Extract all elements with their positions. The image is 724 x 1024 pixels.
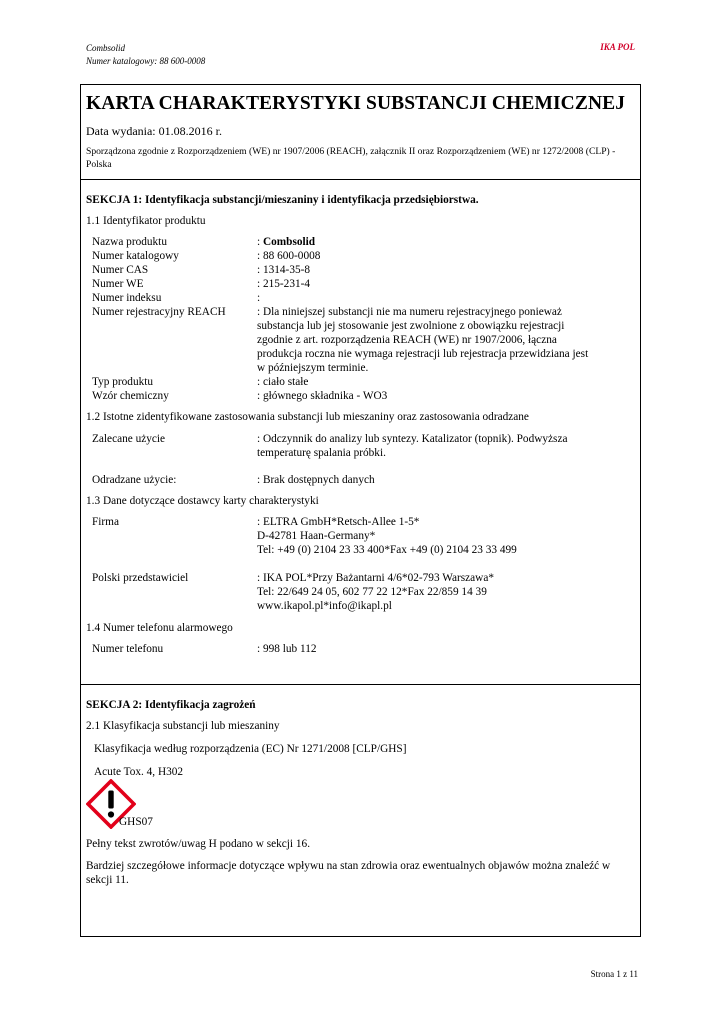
regulation-text: Sporządzona zgodnie z Rozporządzeniem (WE) nr 1907/2006 (REACH), załącznik II oraz Rozporządzeniem (WE) nr 1272/2008 (CLP) - Polska — [86, 146, 616, 170]
product-type-value: : ciało stałe — [257, 376, 309, 388]
phone-value: : 998 lub 112 — [257, 643, 317, 655]
company-contact-line: Tel: +49 (0) 2104 23 33 400*Fax +49 (0) 2104 23 33 499 — [257, 544, 517, 556]
we-value: : 215-231-4 — [257, 278, 311, 290]
cas-value: : 1314-35-8 — [257, 264, 311, 276]
index-label: Numer indeksu — [92, 292, 162, 304]
header-company: IKA POL — [600, 42, 635, 52]
index-value: : — [257, 292, 261, 304]
section-2-heading: SEKCJA 2: Identyfikacja zagrożeń — [86, 699, 256, 711]
polish-rep-web: www.ikapol.pl*info@ikapl.pl — [257, 600, 392, 612]
header-product-name: Combsolid — [86, 43, 126, 53]
reach-label: Numer rejestracyjny REACH — [92, 306, 226, 318]
subsection-1-3: 1.3 Dane dotyczące dostawcy karty charakterystyki — [86, 495, 319, 507]
advised-against-value: : Brak dostępnych danych — [257, 474, 375, 486]
classification-regulation: Klasyfikacja według rozporządzenia (EC) Nr 1271/2008 [CLP/GHS] — [94, 743, 407, 755]
subsection-1-4: 1.4 Numer telefonu alarmowego — [86, 622, 233, 634]
subsection-2-1: 2.1 Klasyfikacja substancji lub mieszaniny — [86, 720, 280, 732]
advised-against-label: Odradzane użycie: — [92, 474, 177, 486]
recommended-use-label: Zalecane użycie — [92, 433, 166, 445]
hazard-classification: Acute Tox. 4, H302 — [94, 766, 184, 778]
issue-date: Data wydania: 01.08.2016 r. — [86, 124, 222, 138]
product-name-bold: Combsolid — [262, 236, 316, 248]
we-label: Numer WE — [92, 278, 144, 290]
catalog-value: : 88 600-0008 — [257, 250, 321, 262]
polish-rep-label: Polski przedstawiciel — [92, 572, 189, 584]
formula-label: Wzór chemiczny — [92, 390, 169, 402]
cas-label: Numer CAS — [92, 264, 149, 276]
section-1-heading: SEKCJA 1: Identyfikacja substancji/mieszaniny i identyfikacja przedsiębiorstwa. — [86, 194, 479, 206]
document-title: KARTA CHARAKTERYSTYKI SUBSTANCJI CHEMICZNEJ — [86, 93, 626, 114]
h-statements-note: Pełny tekst zwrotów/uwag H podano w sekcji 16. — [86, 838, 311, 850]
formula-value: : głównego składnika - WO3 — [257, 390, 388, 402]
phone-label: Numer telefonu — [92, 643, 164, 655]
page-header-left — [86, 42, 205, 68]
catalog-label: Numer katalogowy — [92, 250, 179, 262]
product-name-label: Nazwa produktu — [92, 236, 167, 248]
page-number: Strona 1 z 11 — [590, 969, 638, 979]
company-address-line-1: : ELTRA GmbH*Retsch-Allee 1-5* — [257, 516, 420, 528]
header-catalog-number: Numer katalogowy: 88 600-0008 — [86, 56, 206, 66]
product-type-label: Typ produktu — [92, 376, 154, 388]
polish-rep-address: : IKA POL*Przy Bażantarni 4/6*02-793 Warszawa* — [257, 572, 495, 584]
product-name-value: : Combsolid — [257, 236, 316, 248]
subsection-1-1: 1.1 Identyfikator produktu — [86, 215, 206, 227]
pictogram-code: GHS07 — [119, 816, 153, 828]
recommended-use-value: : Odczynnik do analizy lub syntezy. Katalizator (topnik). Podwyższa temperaturę spalania próbki. — [257, 433, 568, 459]
reach-value: : Dla niniejszej substancji nie ma numeru rejestracyjnego ponieważ substancja lub jej stosowanie jest zwolnione z obowiązku rejestracji zgodnie z art. rozporządzenia REACH (WE) nr 1907/2006, łączna produkcja roczna nie wymaga rejestracji lub rejestracja przewidziana jest w późniejszym terminie. — [257, 306, 589, 374]
company-address-line-2: D-42781 Haan-Germany* — [257, 530, 376, 542]
health-effects-note: Bardziej szczegółowe informacje dotyczące wpływu na stan zdrowia oraz ewentualnych objawów można znaleźć w sekcji 11. — [86, 860, 611, 886]
subsection-1-2: 1.2 Istotne zidentyfikowane zastosowania substancji lub mieszaniny oraz zastosowania odradzane — [86, 411, 529, 423]
company-label: Firma — [92, 516, 119, 528]
polish-rep-contact: Tel: 22/649 24 05, 602 77 22 12*Fax 22/859 14 39 — [257, 586, 487, 598]
